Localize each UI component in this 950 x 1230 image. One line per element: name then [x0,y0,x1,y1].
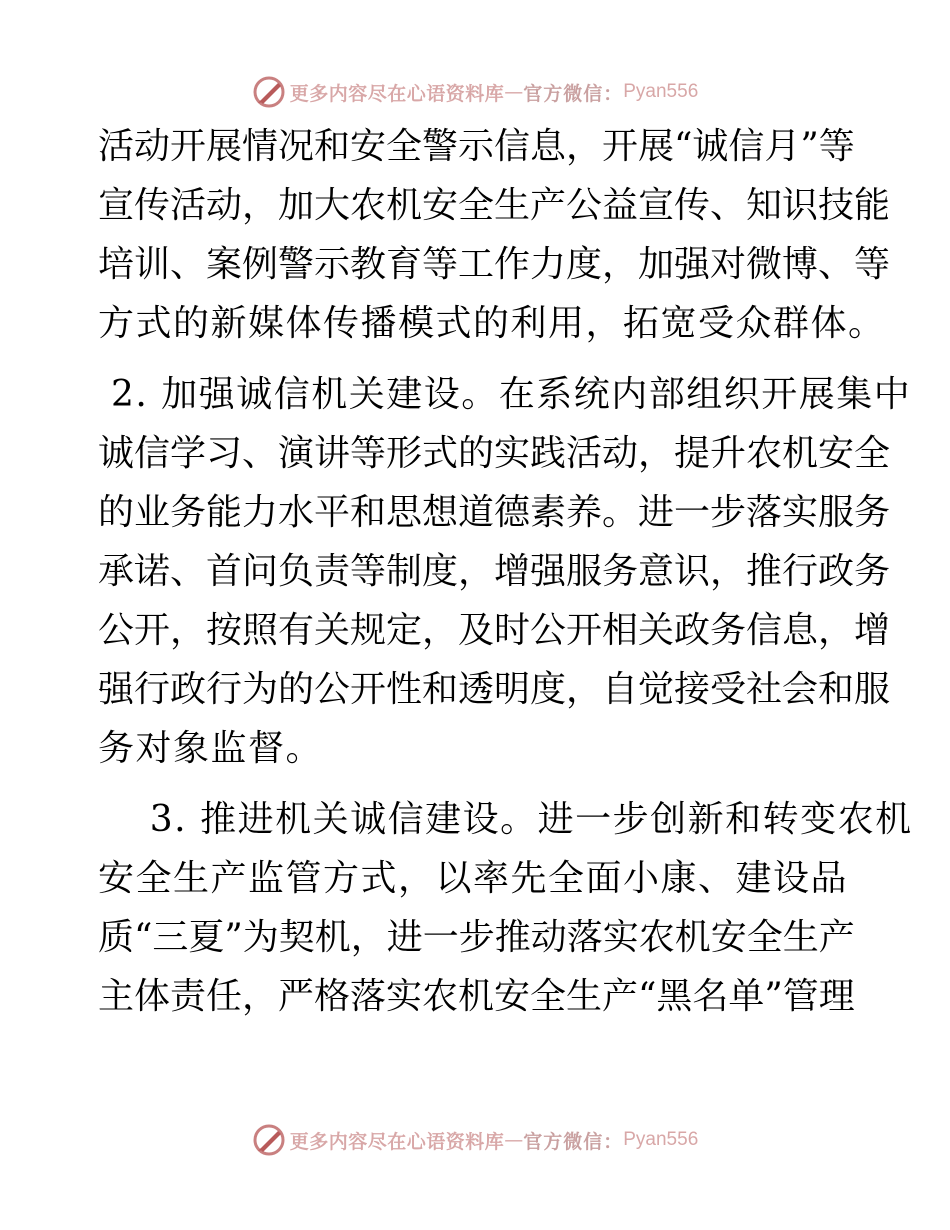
text-line: 诚信学习、演讲等形式的实践活动，提升农机安全 [98,433,891,474]
text-line: 务对象监督。 [98,728,324,769]
document-body [98,117,913,1026]
text-line: 3. 推进机关诚信建设。进一步创新和转变农机 [98,799,913,840]
watermark-contact-text: 官方微信： [523,82,624,105]
pen-seal-icon [252,75,286,109]
watermark-separator: — [504,81,524,103]
text-line: 活动开展情况和安全警示信息，开展“诚信月”等 [98,126,855,167]
paragraph-1 [98,117,891,353]
text-line: 方式的新媒体传播模式的利用，拓宽受众群体。 [98,303,886,344]
text-line: 主体责任，严格落实农机安全生产“黑名单”管理 [98,976,855,1017]
header-watermark [0,72,950,112]
paragraph-2 [98,365,912,778]
text-line: 宣传活动，加大农机安全生产公益宣传、知识技能 [98,185,891,226]
watermark-main-text: 更多内容尽在心语资料库 [289,82,505,105]
text-line: 公开，按照有关规定，及时公开相关政务信息，增 [98,610,891,651]
watermark-contact-id: Pyan556 [623,81,699,102]
pen-seal-icon [252,1123,286,1157]
text-line: 2. 加强诚信机关建设。在系统内部组织开展集中 [98,374,912,415]
text-line: 质“三夏”为契机，进一步推动落实农机安全生产 [98,917,855,958]
watermark-main-text: 更多内容尽在心语资料库 [289,1130,505,1153]
text-line: 安全生产监管方式，以率先全面小康、建设品 [98,858,849,899]
text-line: 培训、案例警示教育等工作力度，加强对微博、等 [98,244,891,285]
paragraph-3 [98,790,913,1026]
text-line: 强行政行为的公开性和透明度，自觉接受社会和服 [98,669,891,710]
text-line: 的业务能力水平和思想道德素养。进一步落实服务 [98,492,891,533]
text-line: 承诺、首问负责等制度，增强服务意识，推行政务 [98,551,891,592]
watermark-contact-id: Pyan556 [623,1129,699,1150]
watermark-contact-text: 官方微信： [523,1130,624,1153]
watermark-separator: — [504,1129,524,1151]
footer-watermark [0,1120,950,1160]
